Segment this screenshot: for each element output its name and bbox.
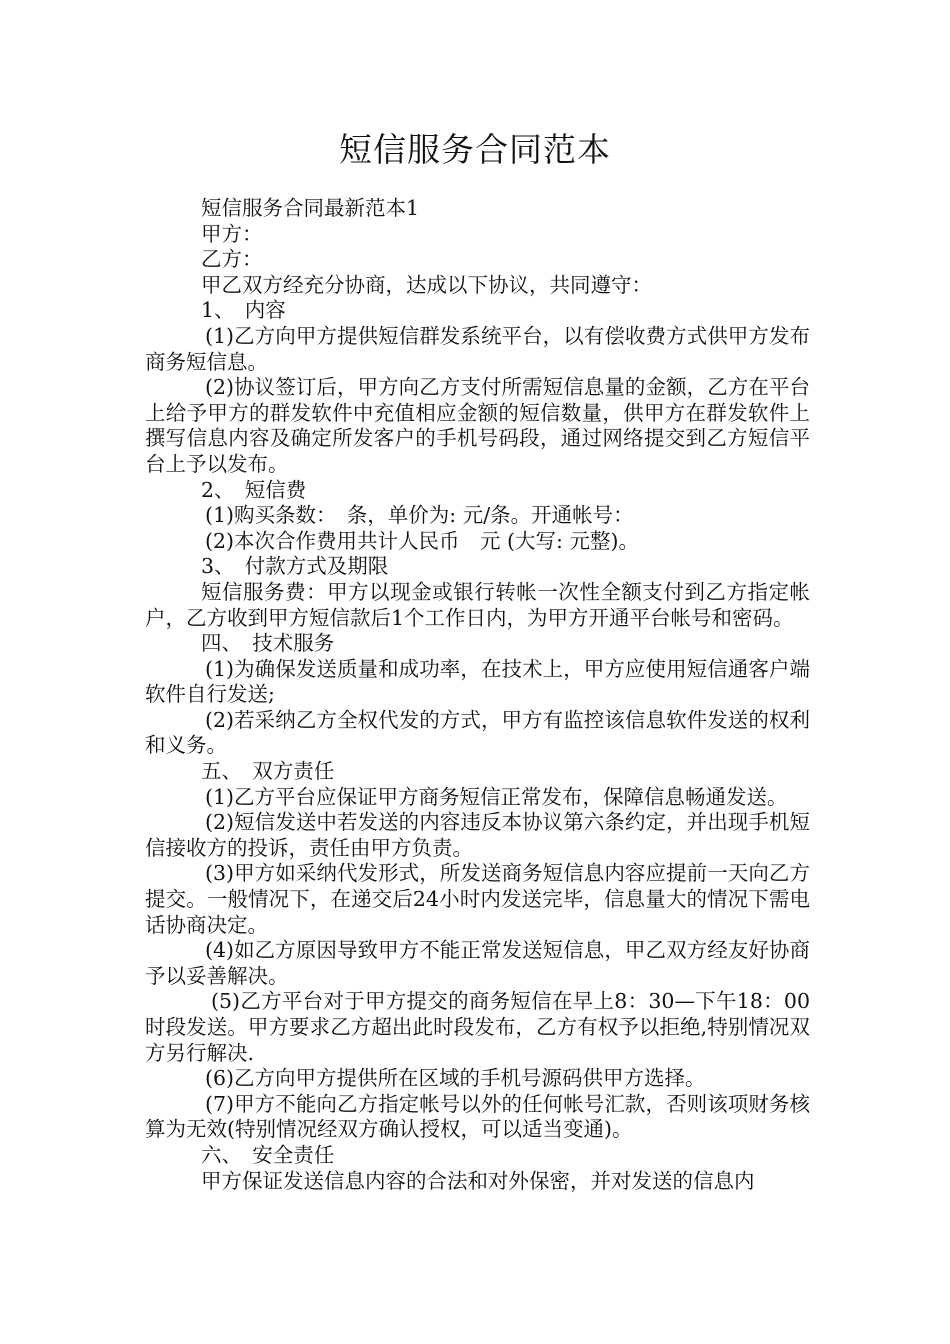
paragraph: (5)乙方平台对于甲方提交的商务短信在早上8：30—下午18：00时段发送。甲方要求乙方超出此时段发布，乙方有权予以拒绝,特别情况双方另行解决.: [145, 989, 810, 1065]
paragraph: 短信服务费：甲方以现金或银行转帐一次性全额支付到乙方指定帐户，乙方收到甲方短信款后1个工作日内，为甲方开通平台帐号和密码。: [145, 579, 810, 630]
paragraph: 1、 内容: [201, 298, 286, 323]
paragraph: (1)购买条数： 条，单价为: 元/条。开通帐号：: [205, 503, 634, 528]
paragraph: (3)甲方如采纳代发形式，所发送商务短信息内容应提前一天向乙方提交。一般情况下，在递交后24小时内发送完毕，信息量大的情况下需电话协商决定。: [145, 861, 810, 937]
paragraph: (2)若采纳乙方全权代发的方式，甲方有监控该信息软件发送的权利和义务。: [145, 707, 810, 758]
paragraph: 甲乙双方经充分协商，达成以下协议，共同遵守：: [201, 272, 652, 297]
paragraph: 2、 短信费: [201, 477, 307, 502]
paragraph: 甲方保证发送信息内容的合法和对外保密，并对发送的信息内: [201, 1168, 755, 1193]
paragraph: (2)短信发送中若发送的内容违反本协议第六条约定，并出现手机短信接收方的投诉，责任由甲方负责。: [145, 810, 810, 860]
document-title: 短信服务合同范本: [339, 130, 611, 169]
paragraph: 短信服务合同最新范本1: [201, 196, 420, 220]
paragraph: (1)乙方平台应保证甲方商务短信正常发布，保障信息畅通发送。: [205, 784, 788, 809]
paragraph: 五、 双方责任: [201, 759, 335, 784]
paragraph: 3、 付款方式及期限: [201, 554, 389, 579]
paragraph: (1)乙方向甲方提供短信群发系统平台，以有偿收费方式供甲方发布商务短信息。: [145, 323, 810, 374]
paragraph: (2)协议签订后，甲方向乙方支付所需短信息量的金额，乙方在平台上给予甲方的群发软件中充值相应金额的短信数量，供甲方在群发软件上撰写信息内容及确定所发客户的手机号码段，通过网络提交到乙方短信平台上予以发布。: [145, 375, 810, 476]
document-body: [145, 196, 810, 1194]
paragraph: (6)乙方向甲方提供所在区域的手机号源码供甲方选择。: [205, 1066, 706, 1091]
paragraph: 六、 安全责任: [201, 1142, 335, 1167]
paragraph: (1)为确保发送质量和成功率，在技术上，甲方应使用短信通客户端软件自行发送;: [145, 656, 810, 707]
paragraph: (4)如乙方原因导致甲方不能正常发送短信息，甲乙双方经友好协商予以妥善解决。: [145, 938, 810, 988]
paragraph: 四、 技术服务: [201, 631, 335, 656]
paragraph: 甲方：: [201, 221, 263, 246]
paragraph: (7)甲方不能向乙方指定帐号以外的任何帐号汇款，否则该项财务核算为无效(特别情况经双方确认授权，可以适当变通)。: [145, 1091, 810, 1142]
paragraph: (2)本次合作费用共计人民币 元 (大写: 元整)。: [205, 528, 639, 553]
paragraph: 乙方：: [201, 247, 263, 272]
